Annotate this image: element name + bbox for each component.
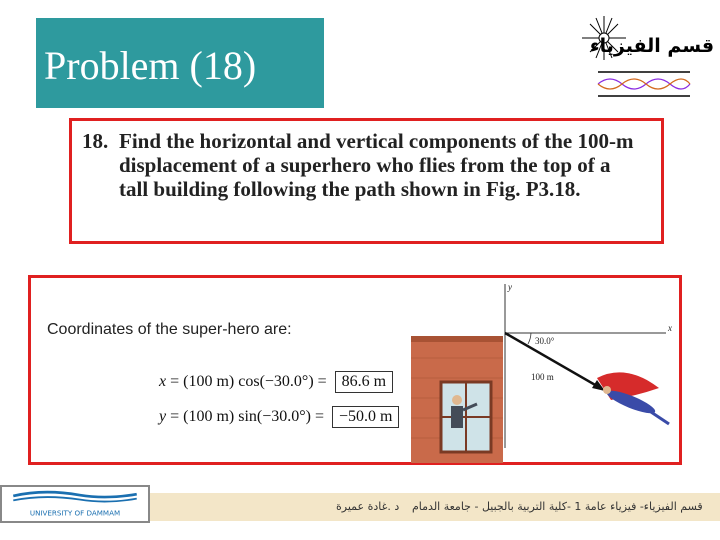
person-body (451, 406, 463, 428)
coordinates-intro: Coordinates of the super-hero are: (47, 321, 292, 338)
y-expression: = (100 m) sin(−30.0°) = (166, 408, 329, 425)
slide-title: Problem (18) (44, 43, 257, 88)
physics-department-logo (589, 14, 715, 106)
y-equation (159, 406, 399, 428)
problem-line-1: Find the horizontal and vertical components of the 100-m (119, 129, 634, 153)
x-variable: x (159, 373, 167, 390)
y-variable: y (159, 408, 167, 425)
footer-course: قسم الفيزياء- فيزياء عامة 1 -كلية التربية بالجبيل - جامعة الدمام (412, 500, 703, 513)
footer-author: د .غادة عميرة (336, 500, 400, 513)
person-head (452, 395, 462, 405)
title-box (36, 18, 324, 108)
x-expression: = (100 m) cos(−30.0°) = (166, 373, 331, 390)
university-logo-text: UNIVERSITY OF DAMMAM (29, 508, 121, 518)
problem-statement-box (69, 118, 664, 244)
x-axis-label: x (668, 323, 672, 333)
y-answer: −50.0 m (332, 406, 399, 428)
superhero-figure (411, 278, 681, 463)
angle-label: 30.0° (535, 336, 555, 346)
problem-line-2: displacement of a superhero who flies from the top of a (119, 153, 611, 177)
problem-number: 18. (82, 129, 109, 153)
x-equation (159, 371, 393, 393)
solution-box (28, 275, 682, 465)
angle-arc (528, 333, 531, 344)
y-axis-label: y (508, 282, 512, 292)
problem-line-3: tall building following the path shown in Fig. P3.18. (119, 177, 581, 201)
department-logo-text: قسم الفيزياء (589, 35, 715, 57)
x-answer: 86.6 m (335, 371, 393, 393)
distance-label: 100 m (531, 372, 554, 382)
superhero-head (603, 386, 611, 394)
university-logo (0, 485, 150, 523)
